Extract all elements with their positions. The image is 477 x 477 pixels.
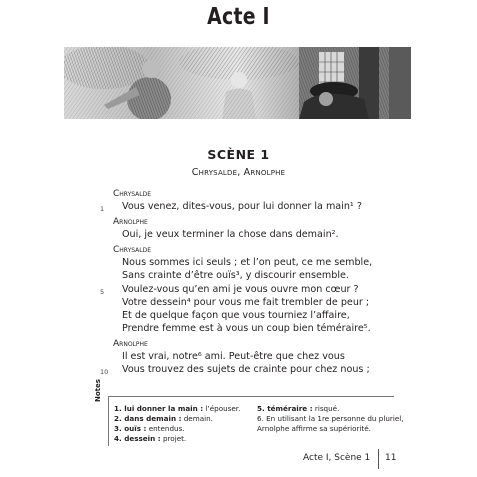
note-definition: 6. En utilisant la 1re personne du pluriel, — [257, 414, 404, 423]
note-definition: demain. — [181, 414, 213, 423]
note-definition: Arnolphe affirme sa supériorité. — [257, 424, 371, 433]
scene-title: SCÈNE 1 — [207, 147, 270, 162]
engraving-art — [64, 47, 411, 119]
speaker-name: Chrysalde — [113, 189, 152, 199]
note-item — [257, 414, 404, 424]
note-definition: entendus. — [146, 424, 185, 433]
note-item — [114, 404, 240, 414]
verse-line: Vous trouvez des sujets de crainte pour chez nous ; — [122, 364, 370, 375]
verse-line: Prendre femme est à vous un coup bien téméraire⁵. — [122, 323, 371, 334]
engraving-illustration — [64, 47, 411, 119]
verse-line: Votre dessein⁴ pour vous me fait trembler de peur ; — [122, 297, 370, 308]
note-term: 5. téméraire : — [257, 404, 313, 413]
note-definition: l’épouser. — [203, 404, 241, 413]
verse-line: Nous sommes ici seuls ; et l’on peut, ce me semble, — [122, 257, 373, 268]
act-title: Acte I — [207, 4, 270, 30]
notes-vertical-divider — [108, 396, 109, 446]
verse-line: Oui, je veux terminer la chose dans demain². — [122, 229, 339, 240]
note-term: 3. ouïs : — [114, 424, 147, 433]
line-number: 10 — [100, 368, 109, 376]
note-item — [114, 424, 185, 434]
verse-line: Vous venez, dites-vous, pour lui donner la main¹ ? — [122, 201, 362, 212]
running-head: Acte I, Scène 1 — [303, 453, 371, 463]
verse-line: Et de quelque façon que vous tourniez l’affaire, — [122, 310, 350, 321]
note-item — [114, 434, 186, 444]
page-number: 11 — [385, 453, 397, 463]
footer-divider — [378, 449, 379, 469]
speaker-name: Chrysalde — [113, 245, 152, 255]
verse-line: Sans crainte d’être ouïs³, y discourir ensemble. — [122, 270, 349, 281]
notes-label: Notes — [94, 379, 102, 402]
note-definition: risqué. — [312, 404, 340, 413]
note-term: 4. dessein : — [114, 434, 161, 443]
note-term: 2. dans demain : — [114, 414, 182, 423]
verse-line: Voulez-vous qu’en ami je vous ouvre mon cœur ? — [122, 284, 359, 295]
note-item — [114, 414, 213, 424]
line-number: 1 — [100, 205, 105, 213]
notes-divider — [108, 396, 394, 397]
line-number: 5 — [100, 288, 105, 296]
note-term: 1. lui donner la main : — [114, 404, 204, 413]
speaker-name: Arnolphe — [113, 339, 148, 349]
speaker-name: Arnolphe — [113, 217, 148, 227]
note-definition: projet. — [160, 434, 187, 443]
verse-line: Il est vrai, notre⁶ ami. Peut-être que chez vous — [122, 351, 345, 362]
note-item — [257, 404, 339, 414]
scene-characters: Chrysalde, Arnolphe — [191, 167, 286, 178]
note-item — [257, 424, 371, 434]
